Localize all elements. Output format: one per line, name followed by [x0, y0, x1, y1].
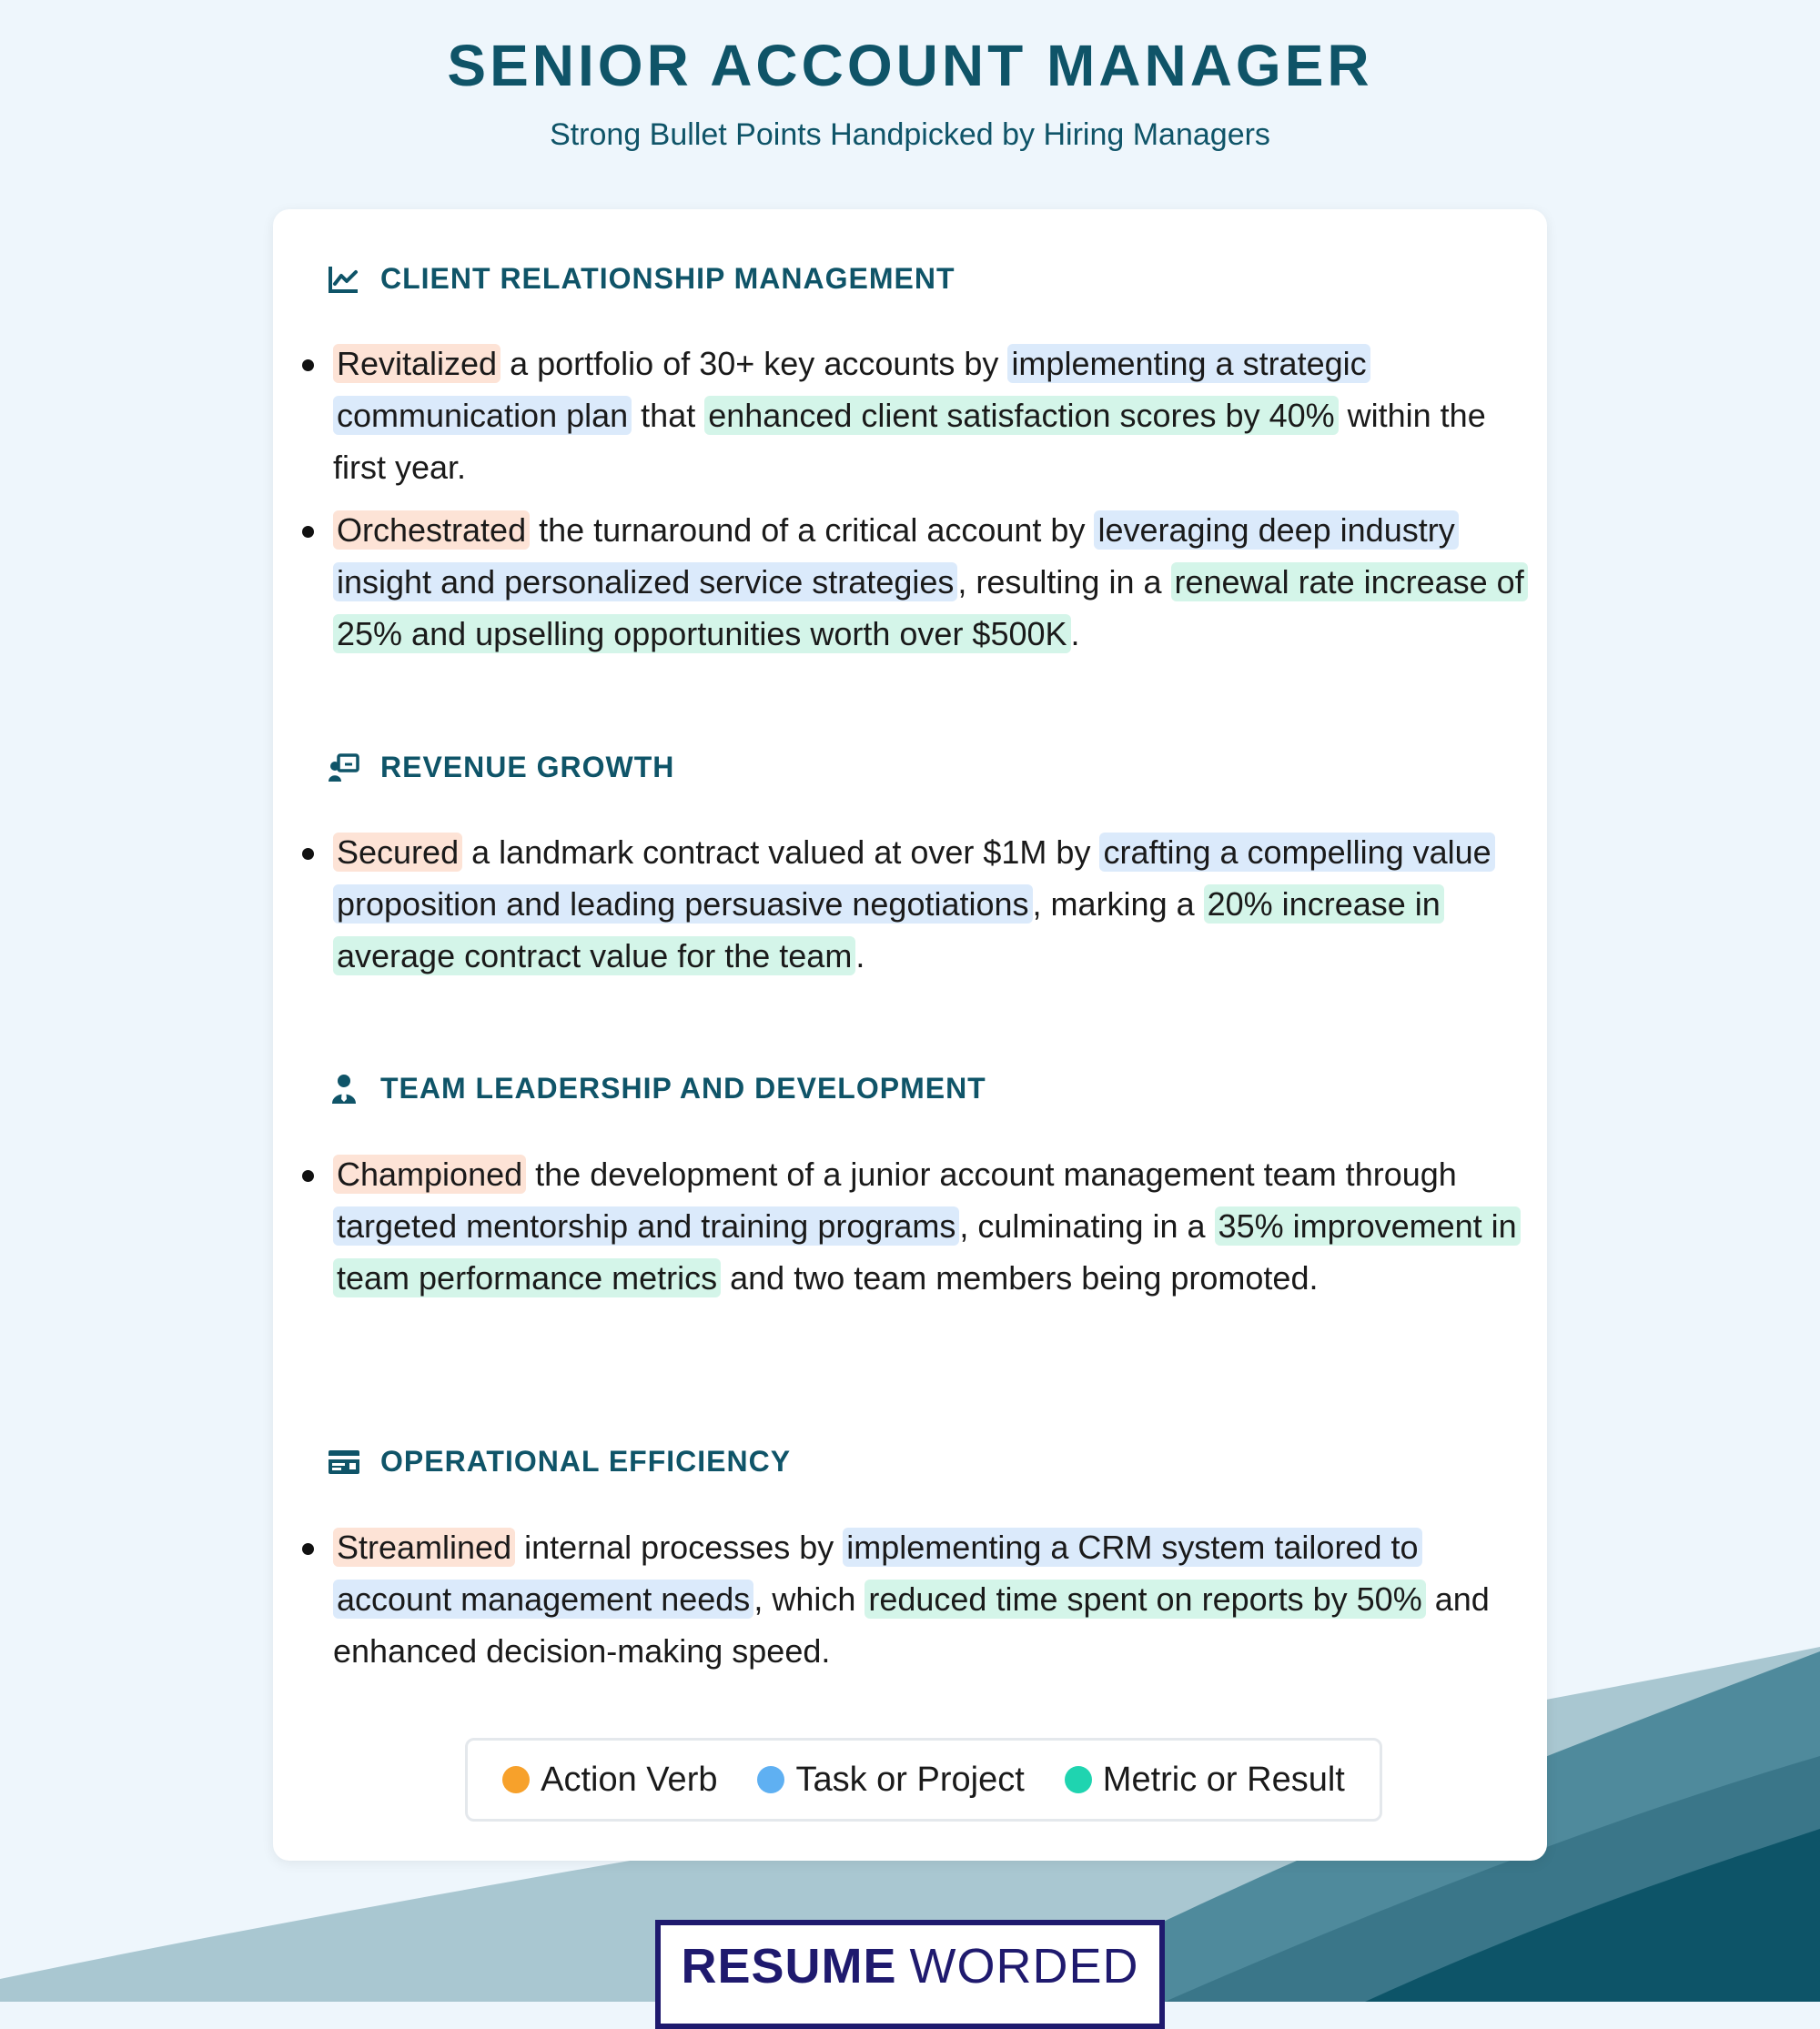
- legend-dot-orange: [502, 1766, 530, 1793]
- section-heading-team-leadership: [328, 1072, 986, 1105]
- page-subtitle: Strong Bullet Points Handpicked by Hiring Managers: [550, 117, 1270, 152]
- section-heading-client-relationship: [328, 262, 955, 296]
- metric-phrase: 35% improvement in team performance metrics: [333, 1206, 1521, 1297]
- legend-item-metric: [1065, 1761, 1345, 1800]
- bullet-points-card: [273, 209, 1547, 1861]
- bullet-text: within the first year.: [333, 397, 1486, 486]
- bullet-text: that: [632, 397, 705, 434]
- section-heading-operational-efficiency: [328, 1445, 791, 1479]
- section-title: CLIENT RELATIONSHIP MANAGEMENT: [380, 262, 956, 295]
- action-verb: Championed: [333, 1155, 526, 1194]
- bullet-text: a landmark contract valued at over $1M by: [462, 833, 1100, 871]
- bullet-text: .: [1070, 615, 1080, 652]
- bullet-text: and two team members being promoted.: [721, 1259, 1319, 1297]
- action-verb: Orchestrated: [333, 510, 530, 550]
- bullet-item: [273, 826, 1525, 982]
- section-title: TEAM LEADERSHIP AND DEVELOPMENT: [380, 1072, 986, 1105]
- bullet-text: the turnaround of a critical account by: [530, 511, 1095, 549]
- action-verb: Streamlined: [333, 1528, 515, 1567]
- section-title: OPERATIONAL EFFICIENCY: [380, 1445, 792, 1478]
- bullet-text: and enhanced decision-making speed.: [333, 1580, 1490, 1670]
- legend-item-task: [757, 1761, 1024, 1800]
- legend-label: Metric or Result: [1102, 1760, 1345, 1799]
- metric-phrase: renewal rate increase of 25% and upselling opportunities worth over $500K: [333, 562, 1528, 653]
- logo-word-bold: RESUME: [681, 1939, 897, 1994]
- page-header: [0, 27, 1820, 155]
- bullet-text: , culminating in a: [959, 1207, 1215, 1245]
- bullet-item: [273, 1521, 1525, 1677]
- metric-phrase: 20% increase in average contract value for the team: [333, 884, 1444, 975]
- chart-line-icon: [328, 264, 360, 295]
- bullet-text: , resulting in a: [957, 563, 1171, 601]
- bullet-list: [273, 1521, 1547, 1688]
- bullet-item: [273, 1148, 1525, 1304]
- bullet-list: [273, 826, 1547, 993]
- bullet-text: , which: [753, 1580, 865, 1618]
- bullet-list: [273, 1148, 1547, 1315]
- bullet-text: a portfolio of 30+ key accounts by: [500, 345, 1008, 382]
- legend-dot-blue: [757, 1766, 784, 1793]
- bullet-text: the development of a junior account management team through: [526, 1156, 1457, 1193]
- task-phrase: targeted mentorship and training programs: [333, 1206, 959, 1246]
- page-title: SENIOR ACCOUNT MANAGER: [447, 33, 1373, 98]
- bullet-item: [273, 504, 1525, 660]
- task-phrase: implementing a CRM system tailored to account management needs: [333, 1528, 1422, 1619]
- person-tie-icon: [328, 1074, 360, 1105]
- resume-worded-logo[interactable]: [655, 1920, 1165, 2029]
- task-phrase: implementing a strategic communication plan: [333, 344, 1370, 435]
- metric-phrase: reduced time spent on reports by 50%: [864, 1580, 1425, 1619]
- section-heading-revenue-growth: [328, 751, 674, 784]
- metric-phrase: enhanced client satisfaction scores by 40%: [704, 396, 1338, 435]
- task-phrase: leveraging deep industry insight and personalized service strategies: [333, 510, 1459, 601]
- legend-label: Action Verb: [541, 1760, 718, 1799]
- bullet-item: [273, 338, 1525, 493]
- logo-word-regular: WORDED: [909, 1939, 1139, 1994]
- section-title: REVENUE GROWTH: [380, 751, 675, 783]
- legend-item-action-verb: [502, 1761, 717, 1800]
- credit-card-icon: [328, 1447, 360, 1478]
- task-phrase: crafting a compelling value proposition and leading persuasive negotiations: [333, 833, 1495, 924]
- bullet-text: , marking a: [1032, 885, 1204, 923]
- bullet-text: internal processes by: [515, 1529, 844, 1566]
- legend-label: Task or Project: [795, 1760, 1025, 1799]
- action-verb: Revitalized: [333, 344, 500, 383]
- presentation-icon: [328, 752, 360, 783]
- action-verb: Secured: [333, 833, 462, 872]
- bullet-list: [273, 338, 1547, 671]
- legend-dot-teal: [1065, 1766, 1092, 1793]
- highlight-legend: [465, 1738, 1382, 1822]
- bullet-text: .: [855, 937, 865, 974]
